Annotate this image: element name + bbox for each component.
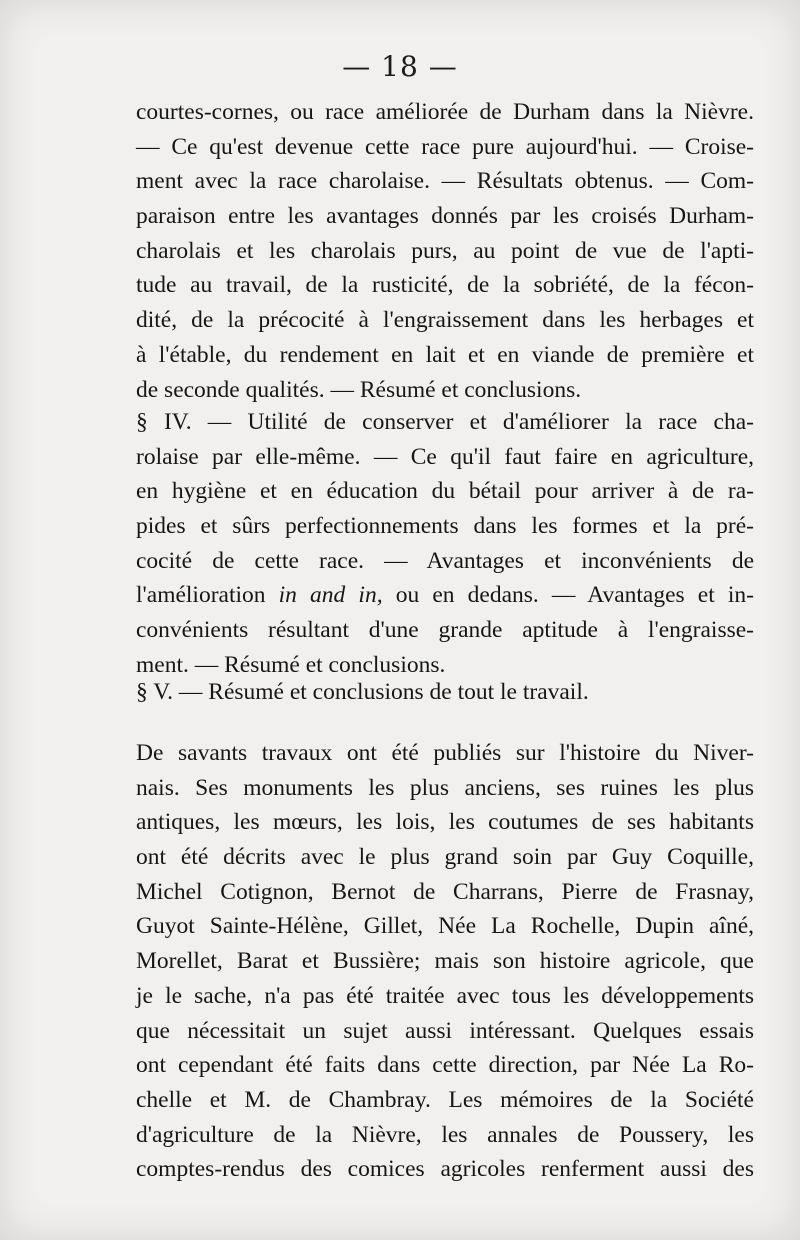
text-line: charolais et les charolais purs, au point de vue de l'apti- [136,237,754,264]
text-line: — Ce qu'est devenue cette race pure aujourd'hui. — Croise- [136,133,754,160]
text-line: courtes-cornes, ou race améliorée de Durham dans la Nièvre. [136,99,754,125]
section-IV-heading-line: § IV. — Utilité de conserver et d'améliorer la race cha- [136,409,754,435]
text-line: nais. Ses monuments les plus anciens, ses ruines les plus [136,774,754,801]
text-line: ont cependant été faits dans cette direction, par Née La Ro- [136,1052,754,1079]
text-line: rolaise par elle-même. — Ce qu'il faut faire en agriculture, [136,443,754,470]
text-line: je le sache, n'a pas été traitée avec tous les développements [136,982,754,1009]
text-line: convénients résultant d'une grande aptitude à l'engraisse- [136,617,754,644]
italic-phrase: in and in, [278,582,383,609]
text-line: à l'étable, du rendement en lait et en viande de première et [136,341,754,368]
text-line: pides et sûrs perfectionnements dans les formes et la pré- [136,513,754,540]
text-line: chelle et M. de Chambray. Les mémoires de la Société [136,1086,754,1113]
text-line: paraison entre les avantages donnés par les croisés Durham- [136,203,754,230]
text-line-with-italic [136,578,754,613]
text-fragment: l'amélioration [136,582,279,609]
text-line: de seconde qualités. — Résumé et conclusions. [136,376,582,403]
text-line: tude au travail, de la rusticité, de la sobriété, de la fécon- [136,272,754,299]
text-line: antiques, les mœurs, les lois, les coutumes de ses habitants [136,809,754,836]
text-line: ment avec la race charolaise. — Résultats obtenus. — Com- [136,168,754,195]
section-III-summary-continued [136,95,754,407]
text-line: que nécessitait un sujet aussi intéressant. Quelques essais [136,1017,754,1044]
text-line: ment. — Résumé et conclusions. [136,651,446,678]
section-V-heading-line: § V. — Résumé et conclusions de tout le travail. [136,679,589,705]
text-line: en hygiène et en éducation du bétail pour arriver à de ra- [136,478,754,505]
text-line: dité, de la précocité à l'engraissement dans les herbages et [136,307,754,334]
text-fragment: ou en dedans. — Avantages et in- [382,582,754,609]
text-line: cocité de cette race. — Avantages et inconvénients de [136,547,754,574]
text-line: Morellet, Barat et Bussière; mais son histoire agricole, que [136,948,754,975]
text-line: Guyot Sainte-Hélène, Gillet, Née La Rochelle, Dupin aîné, [136,913,754,940]
page-number: — 18 — [342,50,458,83]
text-line: ont été décrits avec le plus grand soin par Guy Coquille, [136,844,754,871]
text-line: comptes-rendus des comices agricoles renferment aussi des [136,1156,754,1183]
text-line: Michel Cotignon, Bernot de Charrans, Pierre de Frasnay, [136,878,754,905]
text-line: d'agriculture de la Nièvre, les annales de Poussery, les [136,1121,754,1148]
text-line: De savants travaux ont été publiés sur l'histoire du Niver- [136,740,754,766]
section-IV-summary [136,405,754,683]
section-V-summary [136,675,754,710]
body-paragraph [136,736,754,1187]
